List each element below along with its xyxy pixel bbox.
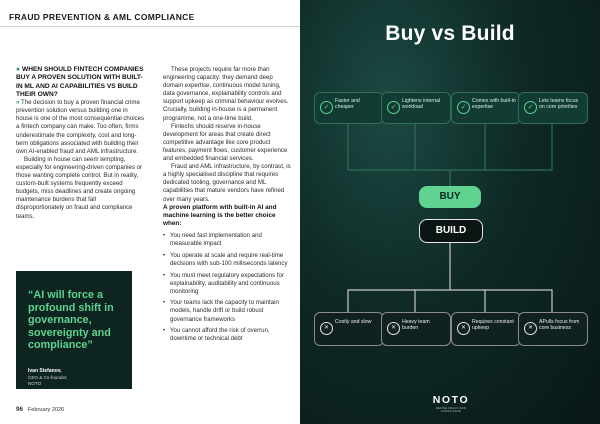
article-column-2: [163, 66, 291, 347]
cost-card: [518, 312, 588, 346]
list-item: • You cannot afford the risk of overrun, downtime or technical debt: [163, 327, 291, 343]
build-node: BUILD: [419, 219, 483, 243]
cost-card: [314, 312, 384, 346]
quote-text: “AI will force a profound shift in governance, sovereignty and compliance”: [28, 289, 114, 352]
quote-role-line: CEO & Co-founder,: [28, 375, 68, 380]
cost-connector: [348, 290, 552, 312]
circle-bullet-icon: ●: [16, 66, 20, 73]
benefit-card: [451, 92, 521, 124]
noto-logo: [426, 394, 476, 413]
quote-role-line: NOTO: [28, 380, 42, 386]
check-circle-icon: ✓: [457, 101, 470, 114]
section-header: FRAUD PREVENTION & AML COMPLIANCE: [9, 12, 195, 22]
issue-date: February 2026: [27, 407, 65, 413]
benefit-label: Faster and cheaper: [335, 98, 360, 111]
buy-node: BUY: [419, 186, 481, 208]
cost-label: Costly and slow: [335, 319, 372, 325]
quote-author: Ivan Stefanov,: [28, 368, 62, 374]
question-heading-text: WHEN SHOULD FINTECH COMPANIES BUY A PROVEN SOLUTION WITH BUILT-IN ML AND AI CAPABILITIES VS BUILD THEIR OWN?: [16, 66, 144, 98]
col2-paragraph-1: These projects require far more than engineering capacity: they demand deep domain expertise, continuous model tuning, data governance, explainability controls and support upkeep as criminal behaviour evolves. Crucially, building in-house is a permanent programme, not a one-time build.: [163, 66, 289, 122]
bullet-list: [163, 232, 291, 343]
benefit-label: Comes with built-in expertise: [472, 98, 516, 111]
col2-paragraph-2: Fintechs should reserve in-house development for areas that create direct competitive advantage like core product features, payment flows, customer experience and embedded financial services.: [163, 122, 288, 163]
list-item: • You must meet regulatory expectations for explainability, auditability and continuous monitoring: [163, 272, 291, 296]
logo-word: NOTO: [432, 394, 470, 406]
x-circle-icon: ✕: [387, 322, 400, 335]
list-item: • You operate at scale and require real-time decisions with sub-100 milliseconds latency: [163, 252, 291, 268]
benefit-label: Lets teams focus on core priorities: [539, 98, 579, 111]
benefit-connector: [348, 123, 552, 170]
lead-paragraph: [16, 99, 145, 156]
list-item: • You need fast implementation and measurable impact: [163, 232, 291, 248]
x-circle-icon: ✕: [524, 322, 537, 335]
cost-card: [451, 312, 521, 346]
benefit-card: [314, 92, 384, 124]
x-circle-icon: ✕: [320, 322, 333, 335]
page-title: Buy vs Build: [385, 22, 515, 45]
benefit-label: Lightens internal workload: [402, 98, 441, 111]
check-circle-icon: ✓: [320, 101, 333, 114]
check-circle-icon: ✓: [524, 101, 537, 114]
cost-label: Requires constant upkeep: [472, 319, 514, 332]
subheading: A proven platform with built-in AI and machine learning is the better choice when:: [163, 203, 277, 227]
pull-quote: [16, 271, 132, 389]
lead-paragraph-text: The decision to buy a proven financial crime prevention solution versus building one in house is one of the most consequential choices a fintech company can make. Too often, firms underestimate the complexity, cost and long-term obligations associated with building their own AI-enabled fraud and AML infrastructure.: [16, 99, 145, 155]
header-divider: [0, 26, 300, 27]
article-column-1: [16, 66, 145, 221]
double-arrow-icon: »: [16, 99, 20, 107]
page-number: 96: [16, 406, 23, 413]
flow-connectors: [300, 0, 600, 424]
benefit-card: [518, 92, 588, 124]
quote-role: [28, 375, 68, 386]
cost-label: APulls focus from core business: [539, 319, 580, 332]
paragraph-2: Building in house can seem tempting, especially for engineering-driven companies or those wanting complete control. But in reality, custom-built systems frequently exceed budgets, miss deadlines and create ongoing maintenance burdens that fall disproportionately on fraud and compliance teams.: [16, 155, 143, 220]
list-item: • Your teams lack the capacity to maintain models, handle drift or build robust governance frameworks: [163, 299, 291, 323]
check-circle-icon: ✓: [387, 101, 400, 114]
benefit-card: [381, 92, 451, 124]
question-heading: [16, 66, 145, 99]
cost-label: Heavy team burden: [402, 319, 430, 332]
logo-tagline: DEFINE FRAUD AND COMPLIANCE: [435, 407, 467, 413]
col2-paragraph-3: Fraud and AML infrastructure, by contrast, is a highly specialised discipline that requires dedicated tooling, governance and ML capabilities that mature vendors have refined over many years.: [163, 163, 291, 203]
right-page: [300, 0, 600, 424]
x-circle-icon: ✕: [457, 322, 470, 335]
cost-card: [381, 312, 451, 346]
page-footer: [16, 406, 64, 413]
